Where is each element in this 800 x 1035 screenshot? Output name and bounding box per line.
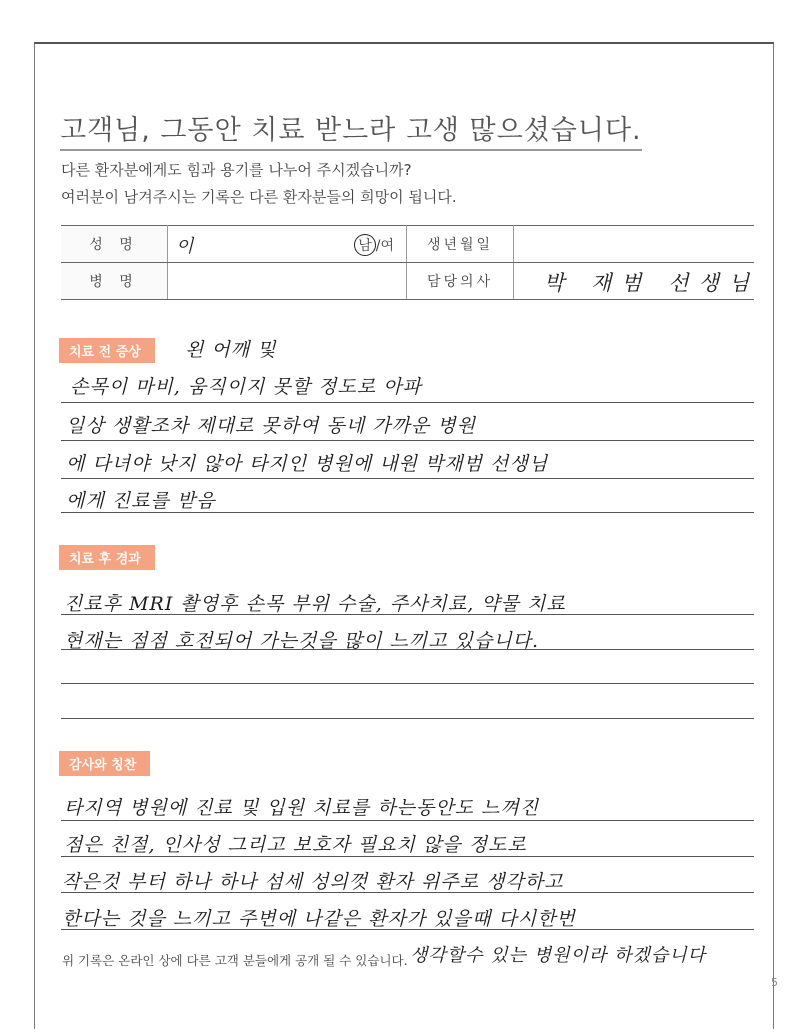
writing-rule <box>61 856 754 857</box>
intro-line-2: 여러분이 남겨주시는 기록은 다른 환자분들의 희망이 됩니다. <box>61 188 457 206</box>
disease-value <box>168 263 407 300</box>
writing-rule <box>61 892 754 893</box>
writing-rule <box>61 614 754 615</box>
page-number: 5 <box>771 976 778 989</box>
name-cell <box>168 226 407 263</box>
writing-rule <box>61 478 754 479</box>
doctor-label: 담당의사 <box>407 263 514 300</box>
info-row-2 <box>61 263 754 300</box>
thanks-line-4: 한다는 것을 느끼고 주변에 나같은 환자가 있을때 다시한번 <box>62 908 576 930</box>
section-label-before: 치료 전 증상 <box>59 338 155 363</box>
info-row-1 <box>61 226 754 263</box>
gender-male: 남 <box>354 234 376 256</box>
page-title: 고객님, 그동안 치료 받느라 고생 많으셨습니다. <box>60 108 642 151</box>
before-line-1: 왼 어깨 및 <box>185 339 277 361</box>
writing-rule <box>61 718 754 719</box>
before-line-2: 손목이 마비, 움직이지 못할 정도로 아파 <box>70 376 422 398</box>
birthdate-label: 생년월일 <box>407 226 514 263</box>
before-line-4: 에 다녀야 낫지 않아 타지인 병원에 내원 박재범 선생님 <box>66 453 549 475</box>
disclosure-note: 위 기록은 온라인 상에 다른 고객 분들에게 공개 될 수 있습니다. <box>62 953 408 968</box>
intro-line-1: 다른 환자분에게도 힘과 용기를 나누어 주시겠습니까? <box>61 161 412 179</box>
disease-label: 병 명 <box>61 263 168 300</box>
writing-rule <box>61 440 754 441</box>
section-label-after: 치료 후 경과 <box>59 545 155 570</box>
before-line-5: 에게 진료를 받음 <box>66 490 216 512</box>
writing-rule <box>61 402 754 403</box>
gender-female: 여 <box>380 238 394 254</box>
doctor-cell <box>514 263 760 300</box>
name-label: 성 명 <box>61 226 168 263</box>
writing-rule <box>61 929 754 930</box>
writing-rule <box>61 820 754 821</box>
thanks-line-5: 생각할수 있는 병원이라 하겠습니다 <box>410 945 706 966</box>
thanks-line-3: 작은것 부터 하나 하나 섬세 성의껏 환자 위주로 생각하고 <box>62 871 564 893</box>
section-label-thanks: 감사와 칭찬 <box>59 751 150 776</box>
before-line-3: 일상 생활조차 제대로 못하여 동네 가까운 병원 <box>66 415 476 437</box>
doctor-value: 박 재범 선생님 <box>544 271 760 295</box>
gender-field: 남 /여 <box>354 234 394 256</box>
thanks-line-1: 타지역 병원에 진료 및 입원 치료를 하는동안도 느껴진 <box>64 797 540 819</box>
patient-info-table <box>61 225 760 300</box>
writing-rule <box>61 649 754 650</box>
thanks-line-2: 점은 친절, 인사성 그리고 보호자 필요치 않을 정도로 <box>64 834 527 856</box>
after-line-1: 진료후 MRI 촬영후 손목 부위 수술, 주사치료, 약물 치료 <box>64 593 566 615</box>
after-line-2: 현재는 점점 호전되어 가는것을 많이 느끼고 있습니다. <box>64 630 540 652</box>
writing-rule <box>61 683 754 684</box>
writing-rule <box>61 512 754 513</box>
birthdate-value <box>514 226 755 263</box>
name-value: 이 <box>176 236 194 257</box>
